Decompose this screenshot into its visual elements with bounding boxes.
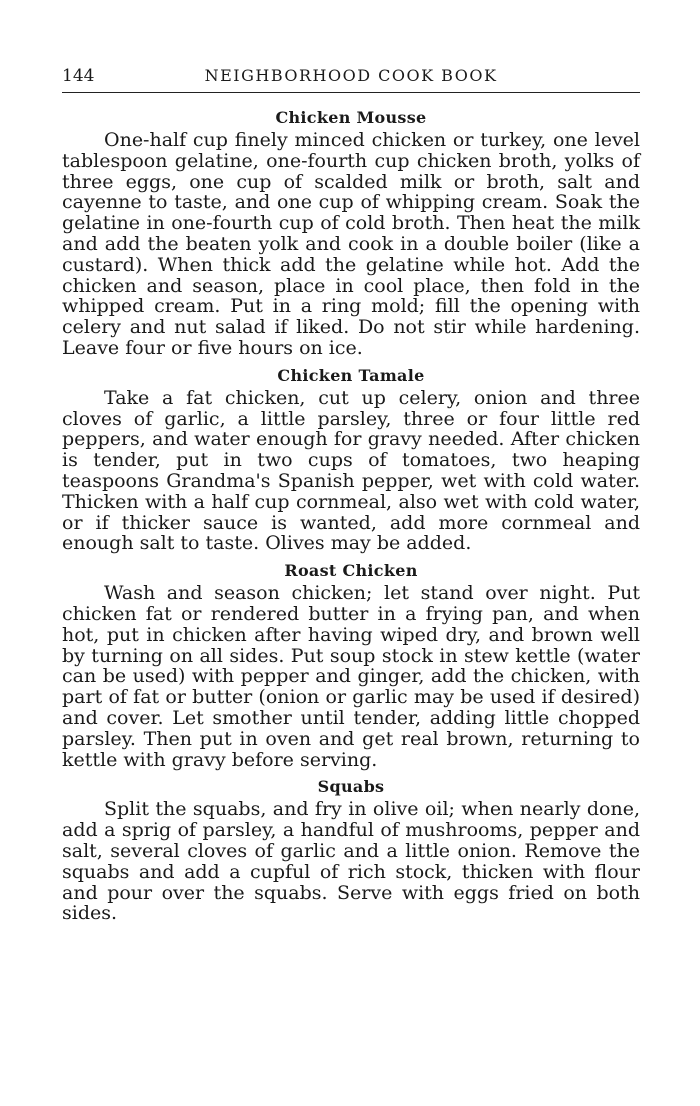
recipe-chicken-mousse	[62, 107, 640, 359]
book-title: NEIGHBORHOOD COOK BOOK	[204, 66, 498, 85]
recipe-chicken-tamale	[62, 365, 640, 554]
recipe-text: Split the squabs, and fry in olive oil; when nearly done, add a sprig of parsley, a handful of mushrooms, pepper and salt, several cloves of garlic and a little onion. Remove the squabs and add a cupful of rich stock, thicken with flour and pour over the squabs. Serve with eggs fried on both sides.	[62, 798, 640, 925]
recipe-text: Wash and season chicken; let stand over night. Put chicken fat or rendered butter in a frying pan, and when hot, put in chicken after having wiped dry, and brown well by turning on all sides. Put soup stock in stew kettle (water can be used) with pepper and ginger, add the chicken, with part of fat or butter (onion or garlic may be used if desired) and cover. Let smother until tender, adding little chopped parsley. Then put in oven and get real brown, returning to kettle with gravy before serving.	[62, 582, 640, 771]
recipe-text: Take a fat chicken, cut up celery, onion and three cloves of garlic, a little parsley, three or four little red peppers, and water enough for gravy needed. After chicken is tender, put in two cups of tomatoes, two heaping teaspoons Grandma's Spanish pepper, wet with cold water. Thicken with a half cup cornmeal, also wet with cold water, or if thicker sauce is wanted, add more cornmeal and enough salt to taste. Olives may be added.	[62, 386, 640, 555]
recipe-squabs	[62, 776, 640, 924]
page-number: 144	[62, 66, 95, 86]
recipe-title: Chicken Mousse	[275, 108, 427, 127]
recipe-title: Roast Chicken	[284, 561, 418, 581]
recipe-roast-chicken	[62, 560, 640, 770]
recipe-title: Squabs	[317, 777, 385, 797]
header-rule	[62, 92, 640, 93]
book-page	[62, 62, 640, 930]
recipe-text: One-half cup finely minced chicken or turkey, one level tablespoon gelatine, one-fourth cup chicken broth, yolks of three eggs, one cup of scalded milk or broth, salt and cayenne to taste, and one cup of whipping cream. Soak the gelatine in one-fourth cup of cold broth. Then heat the milk and add the beaten yolk and cook in a double boiler (like a custard). When thick add the gelatine while hot. Add the chicken and season, place in cool place, then fold in the whipped cream. Put in a ring mold; fill the opening with celery and nut salad if liked. Do not stir while hardening. Leave four or five hours on ice.	[62, 129, 640, 359]
running-head	[62, 62, 640, 88]
recipe-title: Chicken Tamale	[277, 365, 425, 385]
